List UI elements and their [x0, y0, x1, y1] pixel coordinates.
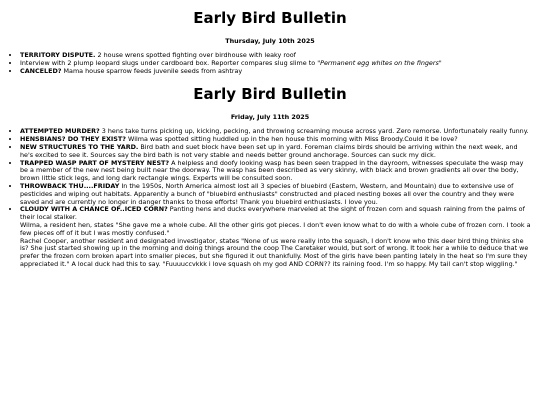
issue2-list	[8, 128, 532, 268]
item-paragraph: Wilma, a resident hen, states "She gave me a whole cube. All the other girls got pieces. I don't even know what to do with a whole cube of frozen corn. I took a few pieces off of it but I was mostly confused."	[20, 220, 531, 237]
item-text: Wilma was spotted sitting huddled up in the hen house this morning with Miss Broody.Could it be love?	[125, 135, 458, 144]
item-headline: CLOUDY WITH A CHANCE OF..ICED CORN?	[20, 205, 168, 214]
item-text: A helpless and doofy looking wasp has been seen trapped in the dayroom, witnesses speculate the wasp may be a member of the new nest being built near the doorway. The wasp has been described as very skinny, with black and brown gradients all over the body, brown little stick legs, and long dark rectangle wings. Experts will be consulted soon.	[20, 158, 524, 183]
item-text: 2 house wrens spotted fighting over birdhouse with leaky roof	[95, 51, 296, 59]
issue2-item-6	[20, 206, 532, 268]
item-headline: TERRITORY DISPUTE.	[20, 51, 96, 59]
item-headline: ATTEMPTED MURDER?	[20, 127, 100, 136]
issue2-date: Friday, July 11th 2025	[230, 113, 310, 122]
issue1-list	[8, 52, 532, 75]
item-quote: "Permanent egg whites on the fingers"	[317, 58, 442, 67]
issue2-item-4	[20, 160, 532, 183]
issue2-item-5	[20, 183, 532, 206]
item-headline: CANCELED?	[20, 66, 62, 75]
item-text: Panting hens and ducks everywhere marveled at the sight of frozen corn and squash raining from the palms of their local stalker.	[20, 205, 525, 222]
issue1-item-3	[20, 68, 532, 76]
item-headline: TRAPPED WASP PART OF MYSTERY NEST?	[20, 158, 170, 167]
bulletin-page	[0, 9, 540, 269]
item-headline: THROWBACK THU....FRIDAY	[20, 181, 120, 190]
item-text: Interview with 2 plump leopard slugs under cardboard box. Reporter compares slug slime to	[20, 58, 318, 67]
issue2-title: Early Bird Bulletin	[193, 85, 347, 104]
item-text: Bird bath and suet block have been set up in yard. Foreman claims birds should be arriving within the next week, and he's excited to see it. Sources say the bird bath is not very stable and needs better ground anchorage. Sources can suck my dick.	[20, 142, 518, 159]
item-headline: NEW STRUCTURES TO THE YARD.	[20, 142, 139, 151]
item-headline: HENSBIANS? DO THEY EXIST?	[20, 135, 126, 144]
issue1-title: Early Bird Bulletin	[193, 9, 347, 27]
item-text: In the 1950s, North America almost lost all 3 species of bluebird (Eastern, Western, and Mountain) due to extensive use of pesticides and wiping out habitats. Apparently a bunch of "bluebird enthusiasts" constructed and placed nesting boxes all over the country and they were saved and are currently no longer in danger thanks to those efforts! Thank you bluebird enthusiasts. I love you.	[20, 181, 515, 206]
issue1-date: Thursday, July 10th 2025	[225, 37, 315, 45]
issue2-item-3	[20, 144, 532, 160]
item-text: 3 hens take turns picking up, kicking, pecking, and throwing screaming mouse across yard. Zero remorse. Unfortunately really funny.	[99, 127, 529, 136]
item-paragraph: Rachel Cooper, another resident and designated investigator, states "None of us were really into the squash, I don't know who this deer bird thing thinks she is? She just started showing up in the morning and doing things around the coop The Caretaker would, but sort of wrong. It took her a while to deduce that we prefer the frozen corn broken apart into smaller pieces, but she figured it out thankfully. Most of the girls have been panting lately in the heat so I'm sure they appreciated it." A local duck had this to say. "Fuuuuccvkkk i love squash oh my god AND CORN?? its raining food. I'm so happy. My tail can't stop wiggling."	[20, 236, 529, 268]
item-text: Mama house sparrow feeds juvenile seeds from ashtray	[61, 66, 243, 75]
